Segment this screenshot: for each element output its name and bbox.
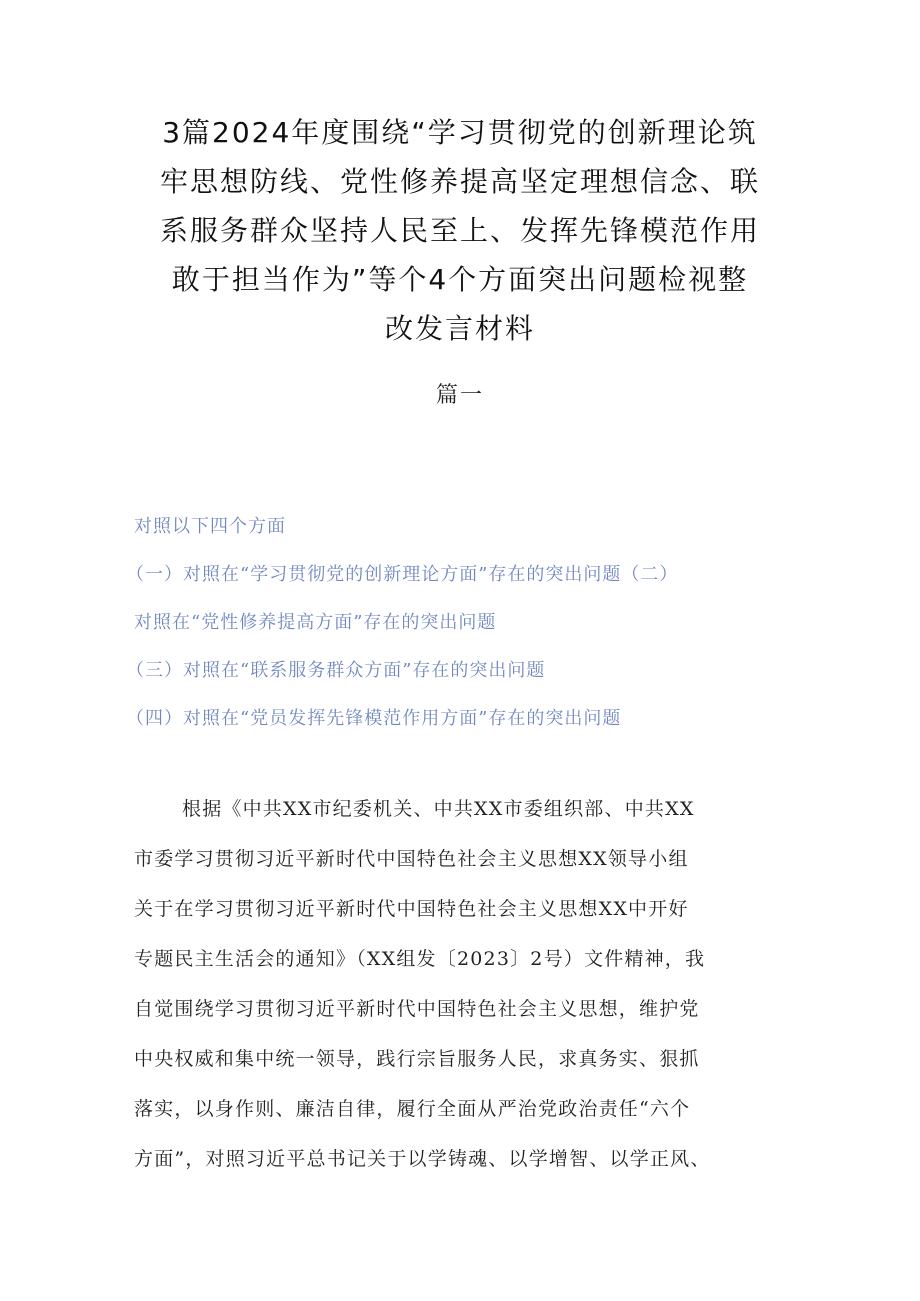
title-line: 系服务群众坚持人民至上、发挥先锋模范作用 (159, 214, 760, 247)
body-line: 自觉围绕学习贯彻习近平新时代中国特色社会主义思想，维护党 (134, 998, 700, 1020)
body-line: 落实，以身作则、廉洁自律，履行全面从严治党政治责任“六个 (134, 1098, 691, 1120)
body-line: 方面”，对照习近平总书记关于以学铸魂、以学增智、以学正风、 (134, 1148, 711, 1170)
body-line: 专题民主生活会的通知》（XX组发〔2023〕2号）文件精神，我 (134, 948, 706, 970)
toc-line[interactable]: （一）对照在“学习贯彻党的创新理论方面”存在的突出问题（二） (126, 564, 679, 585)
toc-line[interactable]: （三）对照在“联系服务群众方面”存在的突出问题 (126, 660, 546, 681)
title-line: 敢于担当作为”等个4个方面突出问题检视整 (171, 263, 749, 296)
toc-line[interactable]: 对照在“党性修养提高方面”存在的突出问题 (134, 612, 497, 633)
body-line: 市委学习贯彻习近平新时代中国特色社会主义思想XX领导小组 (134, 848, 689, 870)
title-line: 改发言材料 (384, 312, 535, 345)
document-title (120, 108, 800, 353)
section-heading: 篇一 (435, 383, 484, 408)
title-line: 牢思想防线、党性修养提高坚定理想信念、联 (159, 165, 760, 198)
body-paragraph (134, 784, 794, 1184)
toc-line[interactable]: 对照以下四个方面 (134, 516, 286, 537)
table-of-contents (126, 503, 814, 743)
body-line: 关于在学习贯彻习近平新时代中国特色社会主义思想XX中开好 (134, 898, 689, 920)
body-line: 根据《中共XX市纪委机关、中共XX市委组织部、中共XX (182, 798, 695, 820)
body-line: 中央权威和集中统一领导，践行宗旨服务人民，求真务实、狠抓 (134, 1048, 700, 1070)
title-line: 3篇2024年度围绕“学习贯彻党的创新理论筑 (162, 116, 758, 149)
toc-line[interactable]: （四）对照在“党员发挥先锋模范作用方面”存在的突出问题 (126, 708, 622, 729)
